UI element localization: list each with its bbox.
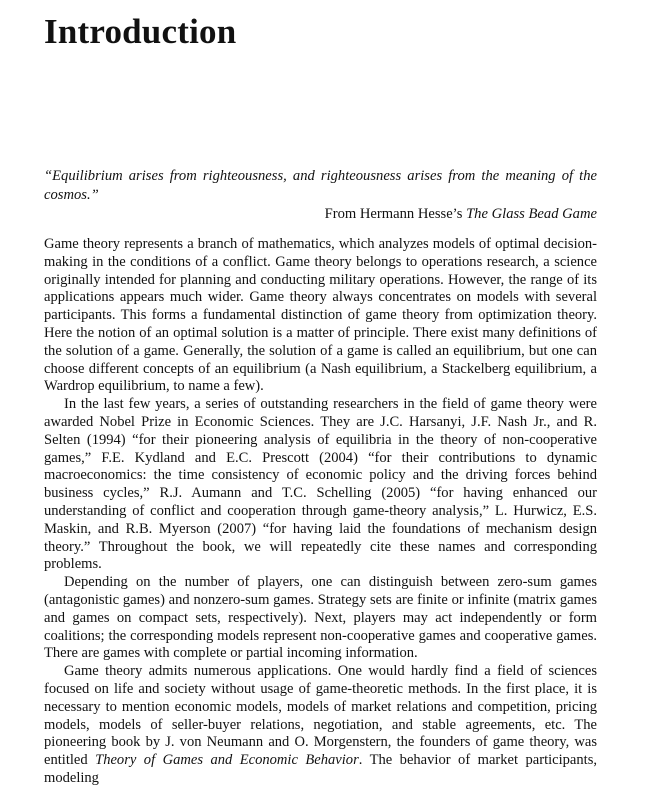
paragraph-3: Depending on the number of players, one can distinguish between zero-sum games (antagonistic games) and nonzero-sum games. Strategy sets are finite or infinite (matrix games and games on compact sets, respectively). Next, players may act independently or form coalitions; the corresponding models represent non-cooperative games and cooperative games. There are games with complete or partial incoming information. — [44, 574, 597, 662]
paragraph-4 — [44, 663, 597, 788]
body-text — [44, 236, 597, 788]
attribution-prefix: From Hermann Hesse’s — [324, 206, 467, 222]
attribution-book-title: The Glass Bead Game — [466, 206, 597, 222]
paragraph-2: In the last few years, a series of outstanding researchers in the field of game theory were awarded Nobel Prize in Economic Sciences. They are J.C. Harsanyi, J.F. Nash Jr., and R. Selten (1994) “for their pioneering analysis of equilibria in the theory of non-cooperative games,” F.E. Kydland and E.C. Prescott (2004) “for their contributions to dynamic macroeconomics: the time consistency of economic policy and the driving forces behind business cycles,” R.J. Aumann and T.C. Schelling (2005) “for having enhanced our understanding of conflict and cooperation through game-theory analysis,” L. Hurwicz, E.S. Maskin, and R.B. Myerson (2007) “for having laid the foundations of mechanism design theory.” Throughout the book, we will repeatedly cite these names and corresponding problems. — [44, 396, 597, 573]
paragraph-1: Game theory represents a branch of mathematics, which analyzes models of optimal decision-making in the conditions of a conflict. Game theory belongs to operations research, a science originally intended for planning and conducting military operations. However, the range of its applications appears much wider. Game theory always concentrates on models with several participants. This forms a fundamental distinction of game theory from optimization theory. Here the notion of an optimal solution is a matter of principle. There exist many definitions of the solution of a game. Generally, the solution of a game is called an equilibrium, but one can choose different concepts of an equilibrium (a Nash equilibrium, a Stackelberg equilibrium, a Wardrop equilibrium, to name a few). — [44, 236, 597, 395]
chapter-title: Introduction — [44, 12, 237, 51]
epigraph-attribution — [325, 205, 597, 223]
paragraph-4-start: Game theory admits numerous applications. One would hardly find a field of sciences focused on life and society without usage of game-theoretic methods. In the first place, it is necessary to mention economic models, models of market relations and competition, pricing models, models of seller-buyer relations, negotiation, and stable agreements, etc. The pioneering book by J. von Neumann and O. Morgenstern, the founders of game theory, was entitled — [44, 663, 597, 769]
paragraph-4-end: . The behavior of market participants, modeling — [44, 752, 598, 786]
epigraph-quote: “Equilibrium arises from righteousness, and righteousness arises from the meaning of the cosmos.” — [44, 168, 597, 203]
book-title-italic: Theory of Games and Economic Behavior — [95, 752, 359, 769]
